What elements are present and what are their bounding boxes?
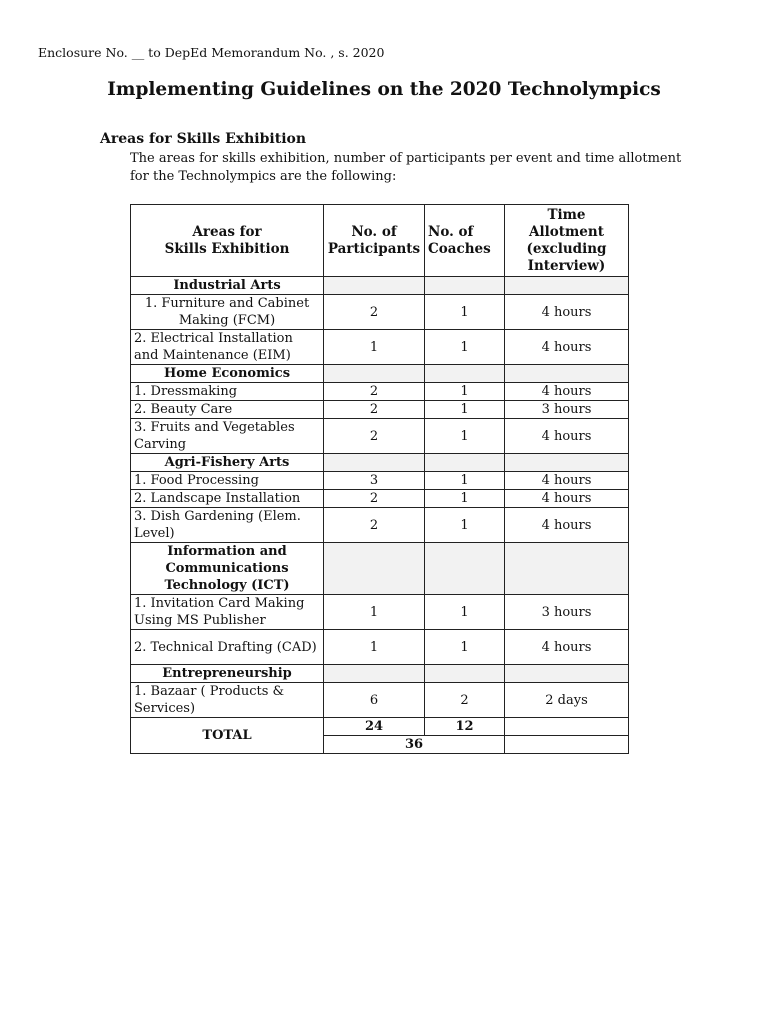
item-coaches: 1 [425, 401, 505, 419]
item-time: 4 hours [505, 383, 629, 401]
category-name: Entrepreneurship [131, 665, 324, 683]
enclosure-reference: Enclosure No. __ to DepEd Memorandum No. , s. 2020 [38, 45, 385, 60]
header-participants-line2: Participants [327, 240, 421, 257]
category-row [131, 365, 629, 383]
total-label: TOTAL [131, 718, 324, 754]
item-coaches: 1 [425, 472, 505, 490]
item-label: 3. Fruits and Vegetables Carving [131, 419, 324, 454]
grand-total-time-empty [505, 736, 629, 754]
skills-exhibition-table [130, 204, 629, 754]
category-cell [425, 665, 505, 683]
grand-total: 36 [324, 736, 505, 754]
table-row [131, 401, 629, 419]
item-time: 2 days [505, 683, 629, 718]
total-participants: 24 [324, 718, 425, 736]
header-time-line2: (excluding [526, 240, 607, 257]
category-cell [505, 454, 629, 472]
category-cell [324, 665, 425, 683]
item-participants: 2 [324, 295, 425, 330]
category-cell [324, 365, 425, 383]
item-participants: 2 [324, 508, 425, 543]
table-header-row [131, 205, 629, 277]
item-time: 3 hours [505, 595, 629, 630]
item-label: 2. Electrical Installation and Maintenance (EIM) [131, 330, 324, 365]
item-participants: 2 [324, 490, 425, 508]
item-label: 1. Bazaar ( Products & Services) [131, 683, 324, 718]
item-participants: 2 [324, 401, 425, 419]
item-participants: 2 [324, 419, 425, 454]
category-cell [425, 543, 505, 595]
category-row [131, 665, 629, 683]
total-row [131, 718, 629, 736]
item-participants: 3 [324, 472, 425, 490]
item-label: 1. Invitation Card Making Using MS Publisher [131, 595, 324, 630]
item-time: 4 hours [505, 419, 629, 454]
table-row [131, 595, 629, 630]
header-time-line1: Time Allotment [529, 206, 604, 240]
category-name: Agri-Fishery Arts [131, 454, 324, 472]
item-label: 1. Food Processing [131, 472, 324, 490]
header-areas-line2: Skills Exhibition [164, 240, 290, 257]
item-label: 3. Dish Gardening (Elem. Level) [131, 508, 324, 543]
header-coaches-line1: No. of [428, 223, 474, 240]
category-row [131, 277, 629, 295]
category-name: Industrial Arts [131, 277, 324, 295]
table-row [131, 508, 629, 543]
category-row [131, 454, 629, 472]
item-coaches: 2 [425, 683, 505, 718]
category-cell [425, 365, 505, 383]
category-cell [505, 277, 629, 295]
item-coaches: 1 [425, 630, 505, 665]
category-row [131, 543, 629, 595]
table-row [131, 295, 629, 330]
document-title: Implementing Guidelines on the 2020 Technolympics [107, 79, 661, 100]
item-label: 2. Beauty Care [131, 401, 324, 419]
item-time: 3 hours [505, 401, 629, 419]
header-coaches [425, 205, 505, 277]
table-row [131, 383, 629, 401]
item-participants: 1 [324, 630, 425, 665]
header-areas [131, 205, 324, 277]
category-cell [505, 665, 629, 683]
category-cell [505, 543, 629, 595]
total-coaches: 12 [425, 718, 505, 736]
intro-paragraph: The areas for skills exhibition, number of participants per event and time allotment for the Technolympics are the following: [130, 151, 682, 184]
item-time: 4 hours [505, 330, 629, 365]
item-coaches: 1 [425, 508, 505, 543]
item-participants: 2 [324, 383, 425, 401]
item-coaches: 1 [425, 490, 505, 508]
item-participants: 6 [324, 683, 425, 718]
item-label: 2. Technical Drafting (CAD) [131, 630, 324, 665]
header-time-line3: Interview) [527, 257, 606, 274]
category-cell [324, 454, 425, 472]
header-areas-line1: Areas for [192, 223, 262, 240]
category-name: Home Economics [131, 365, 324, 383]
item-participants: 1 [324, 595, 425, 630]
header-coaches-line2: Coaches [428, 240, 491, 257]
header-participants [324, 205, 425, 277]
item-time: 4 hours [505, 630, 629, 665]
item-coaches: 1 [425, 383, 505, 401]
item-coaches: 1 [425, 330, 505, 365]
table-row [131, 330, 629, 365]
item-coaches: 1 [425, 595, 505, 630]
item-time: 4 hours [505, 295, 629, 330]
item-time: 4 hours [505, 508, 629, 543]
category-cell [425, 277, 505, 295]
item-label: 2. Landscape Installation [131, 490, 324, 508]
item-label: 1. Furniture and Cabinet Making (FCM) [131, 295, 324, 330]
total-time-empty [505, 718, 629, 736]
category-name: Information and Communications Technology (ICT) [131, 543, 324, 595]
item-coaches: 1 [425, 295, 505, 330]
section-heading: Areas for Skills Exhibition [100, 131, 307, 147]
category-cell [505, 365, 629, 383]
item-label: 1. Dressmaking [131, 383, 324, 401]
table-row [131, 630, 629, 665]
category-cell [324, 277, 425, 295]
item-time: 4 hours [505, 490, 629, 508]
category-cell [425, 454, 505, 472]
item-participants: 1 [324, 330, 425, 365]
header-participants-line1: No. of [351, 223, 397, 240]
table-row [131, 490, 629, 508]
item-time: 4 hours [505, 472, 629, 490]
table-row [131, 419, 629, 454]
category-cell [324, 543, 425, 595]
table-row [131, 683, 629, 718]
header-time [505, 205, 629, 277]
item-coaches: 1 [425, 419, 505, 454]
table-row [131, 472, 629, 490]
